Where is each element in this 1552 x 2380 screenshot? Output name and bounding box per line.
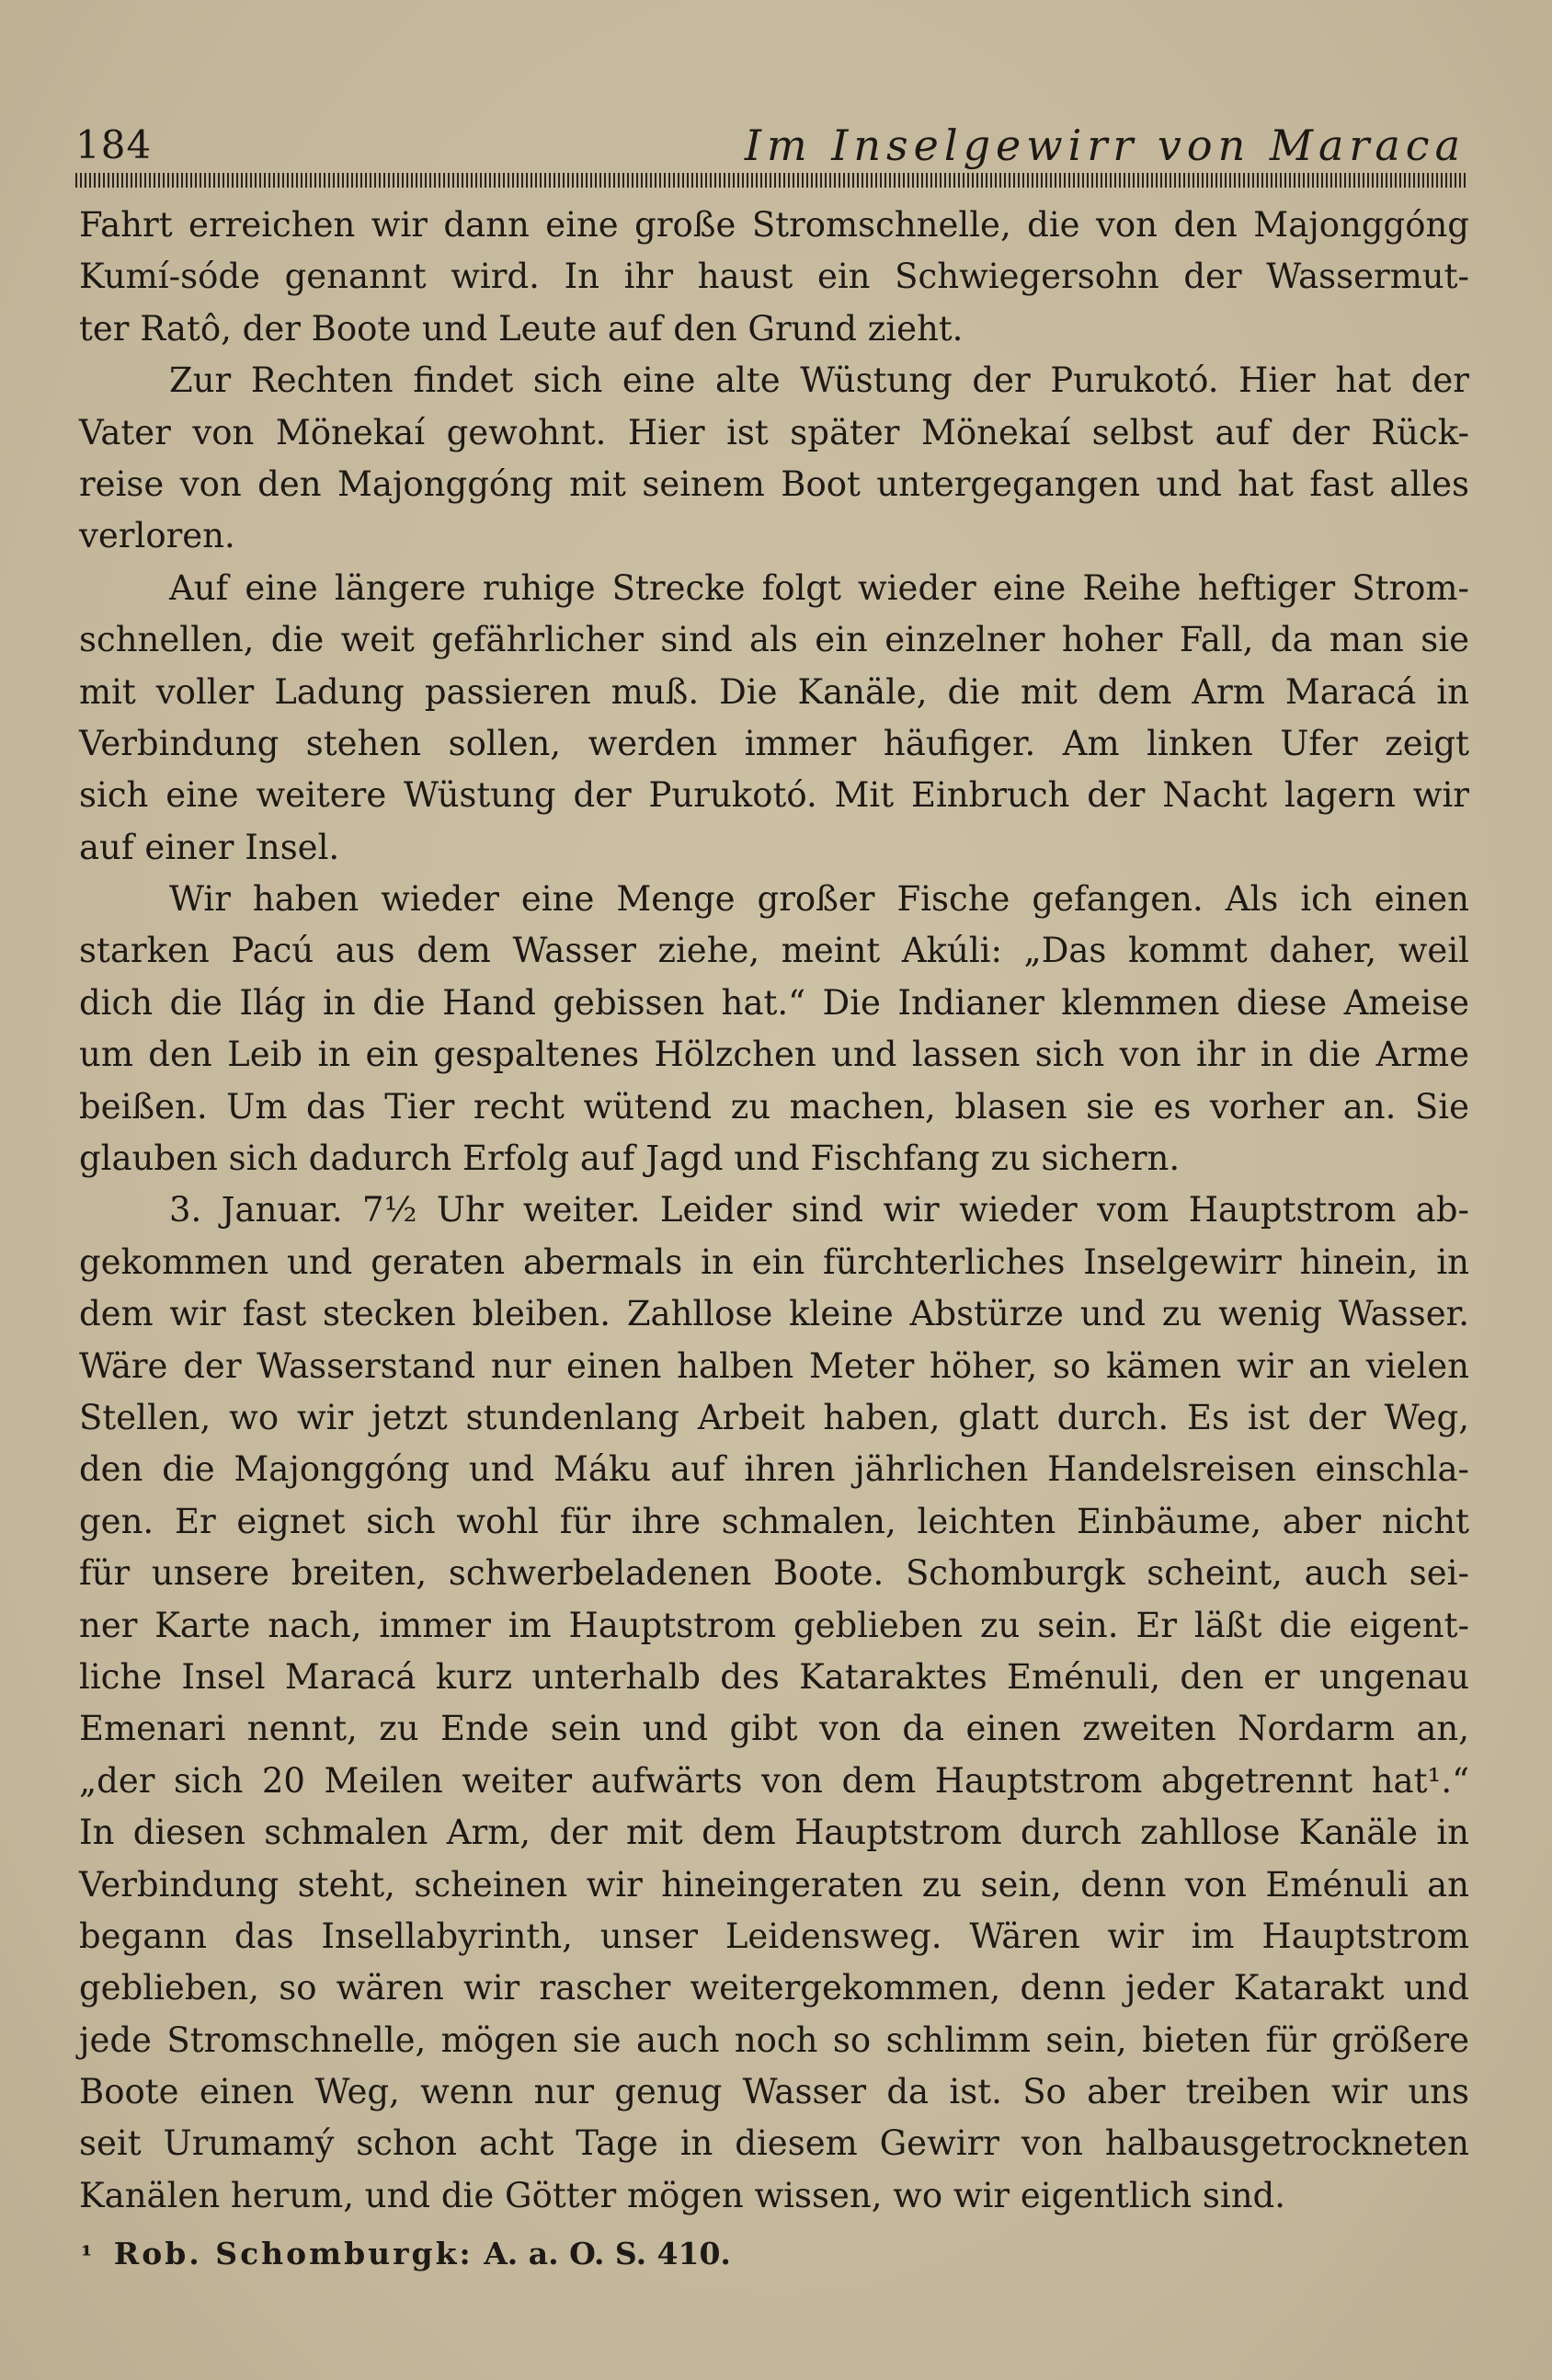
text-line: Wäre der Wasserstand nur einen halben Meter höher, so kämen wir an vielen xyxy=(79,1345,1469,1386)
text-line: Auf eine längere ruhige Strecke folgt wieder eine Reihe heftiger Strom- xyxy=(169,567,1469,608)
text-line: Verbindung steht, scheinen wir hineingeraten zu sein, denn von Eménuli an xyxy=(79,1864,1469,1905)
text-line: Kanälen herum, und die Götter mögen wissen, wo wir eigentlich sind. xyxy=(79,2175,1285,2215)
text-line: dich die Ilág in die Hand gebissen hat.“ Die Indianer klemmen diese Ameise xyxy=(79,982,1469,1023)
text-line: verloren. xyxy=(79,516,235,556)
text-line: In diesen schmalen Arm, der mit dem Hauptstrom durch zahllose Kanäle in xyxy=(79,1813,1469,1853)
text-line: „der sich 20 Meilen weiter aufwärts von dem Hauptstrom abgetrennt hat¹.“ xyxy=(79,1760,1469,1801)
text-line: auf einer Insel. xyxy=(79,827,340,867)
running-title: Im Inselgewirr von Maraca xyxy=(744,120,1466,170)
text-line: Verbindung stehen sollen, werden immer häufiger. Am linken Ufer zeigt xyxy=(79,723,1469,763)
text-line: Fahrt erreichen wir dann eine große Stromschnelle, die von den Majonggóng xyxy=(79,205,1469,245)
text-line: den die Majonggóng und Máku auf ihren jährlichen Handelsreisen einschla- xyxy=(79,1449,1469,1490)
text-line: Kumí-sóde genannt wird. In ihr haust ein Schwiegersohn der Wassermut- xyxy=(79,257,1469,297)
text-line: glauben sich dadurch Erfolg auf Jagd und Fischfang zu sichern. xyxy=(79,1139,1181,1179)
text-line: beißen. Um das Tier recht wütend zu machen, blasen sie es vorher an. Sie xyxy=(79,1086,1469,1127)
text-line: liche Insel Maracá kurz unterhalb des Kataraktes Eménuli, den er ungenau xyxy=(79,1656,1469,1697)
footnote-marker: ¹ xyxy=(81,2240,93,2271)
text-line: Wir haben wieder eine Menge großer Fische gefangen. Als ich einen xyxy=(169,879,1469,920)
text-line: für unsere breiten, schwerbeladenen Boote. Schomburgk scheint, auch sei- xyxy=(79,1553,1469,1594)
text-line: Zur Rechten findet sich eine alte Wüstung der Purukotó. Hier hat der xyxy=(169,360,1469,401)
text-line: begann das Insellabyrinth, unser Leidensweg. Wären wir im Hauptstrom xyxy=(79,1916,1469,1956)
text-line: ner Karte nach, immer im Hauptstrom geblieben zu sein. Er läßt die eigent- xyxy=(79,1605,1469,1645)
text-line: Vater von Mönekaí gewohnt. Hier ist später Mönekaí selbst auf der Rück- xyxy=(79,412,1469,452)
text-line: Stellen, wo wir jetzt stundenlang Arbeit haben, glatt durch. Es ist der Weg, xyxy=(79,1397,1469,1437)
text-line: gen. Er eignet sich wohl für ihre schmalen, leichten Einbäume, aber nicht xyxy=(79,1501,1469,1541)
footnote-reference: A. a. O. S. 410. xyxy=(484,2236,731,2271)
body-text xyxy=(79,200,1469,2222)
page-header xyxy=(75,118,1466,173)
text-line: jede Stromschnelle, mögen sie auch noch so schlimm sein, bieten für größere xyxy=(79,2020,1469,2060)
text-line: um den Leib in ein gespaltenes Hölzchen und lassen sich von ihr in die Arme xyxy=(79,1035,1469,1075)
text-line: dem wir fast stecken bleiben. Zahllose kleine Abstürze und zu wenig Wasser. xyxy=(79,1294,1469,1334)
text-line: geblieben, so wären wir rascher weitergekommen, denn jeder Katarakt und xyxy=(79,1968,1469,2008)
text-line: seit Urumamý schon acht Tage in diesem Gewirr von halbausgetrockneten xyxy=(79,2123,1469,2164)
footnote xyxy=(81,2231,731,2279)
text-line: gekommen und geraten abermals in ein fürchterliches Inselgewirr hinein, in xyxy=(79,1241,1469,1282)
text-line: starken Pacú aus dem Wasser ziehe, meint Akúli: „Das kommt daher, weil xyxy=(79,931,1469,971)
text-line: ter Ratô, der Boote und Leute auf den Grund zieht. xyxy=(79,308,964,349)
page-number: 184 xyxy=(75,122,153,167)
header-rule xyxy=(75,173,1466,188)
footnote-author: Rob. Schomburgk: xyxy=(113,2236,474,2271)
text-line: sich eine weitere Wüstung der Purukotó. Mit Einbruch der Nacht lagern wir xyxy=(79,775,1469,816)
text-line: mit voller Ladung passieren muß. Die Kanäle, die mit dem Arm Maracá in xyxy=(79,671,1469,712)
text-line: Boote einen Weg, wenn nur genug Wasser da ist. So aber treiben wir uns xyxy=(79,2072,1469,2112)
text-line: 3. Januar. 7½ Uhr weiter. Leider sind wir wieder vom Hauptstrom ab- xyxy=(169,1190,1469,1230)
text-line: reise von den Majonggóng mit seinem Boot untergegangen und hat fast alles xyxy=(79,463,1469,504)
text-line: schnellen, die weit gefährlicher sind als ein einzelner hoher Fall, da man sie xyxy=(79,620,1469,660)
text-line: Emenari nennt, zu Ende sein und gibt von da einen zweiten Nordarm an, xyxy=(79,1709,1469,1749)
